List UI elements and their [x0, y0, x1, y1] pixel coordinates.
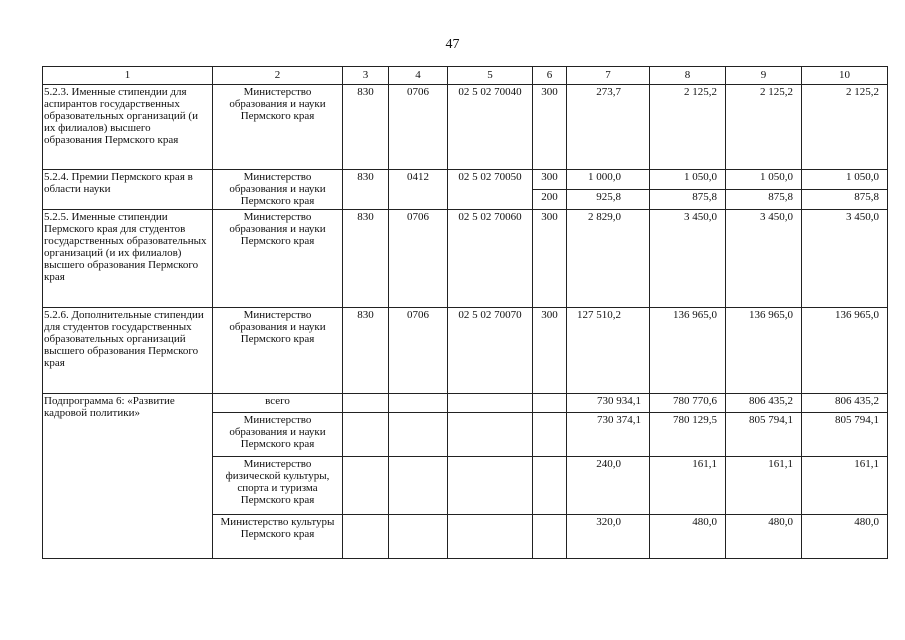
empty-cell: [389, 394, 448, 413]
table-row: [43, 170, 888, 190]
code-cell: 830: [343, 308, 389, 394]
code-cell: 02 5 02 70070: [448, 308, 533, 394]
empty-cell: [389, 457, 448, 515]
organization: Министерство физической культуры, спорта и туризма Пермского края: [213, 457, 343, 515]
value-cell: 480,0: [802, 515, 888, 559]
value-cell: 240,0: [567, 457, 650, 515]
code-cell: 300: [533, 170, 567, 190]
column-header: 9: [726, 67, 802, 85]
value-cell: 1 000,0: [567, 170, 650, 190]
code-cell: 0706: [389, 308, 448, 394]
code-cell: 0706: [389, 85, 448, 170]
page-number: 47: [445, 37, 460, 52]
value-cell: 127 510,2: [567, 308, 650, 394]
column-header: 7: [567, 67, 650, 85]
value-cell: 161,1: [802, 457, 888, 515]
value-cell: 780 770,6: [650, 394, 726, 413]
item-name: 5.2.5. Именные стипендии Пермского края для студентов государственных образовательных организаций (и их филиалов) высшего образования Пермского края: [43, 210, 213, 308]
value-cell: 806 435,2: [726, 394, 802, 413]
organization: Министерство образования и науки Пермского края: [213, 308, 343, 394]
organization: Министерство образования и науки Пермского края: [213, 210, 343, 308]
organization: Министерство образования и науки Пермского края: [213, 85, 343, 170]
code-cell: 02 5 02 70040: [448, 85, 533, 170]
empty-cell: [448, 394, 533, 413]
column-header: 5: [448, 67, 533, 85]
empty-cell: [533, 515, 567, 559]
column-header: 3: [343, 67, 389, 85]
organization: Министерство образования и науки Пермского края: [213, 413, 343, 457]
value-cell: 925,8: [567, 190, 650, 210]
value-cell: 1 050,0: [726, 170, 802, 190]
budget-table: [42, 66, 888, 559]
empty-cell: [343, 394, 389, 413]
value-cell: 136 965,0: [650, 308, 726, 394]
empty-cell: [533, 394, 567, 413]
organization: Министерство образования и науки Пермского края: [213, 170, 343, 210]
value-cell: 480,0: [650, 515, 726, 559]
value-cell: 806 435,2: [802, 394, 888, 413]
item-name: 5.2.6. Дополнительные стипендии для студентов государственных образовательных организаций высшего образования Пермского края: [43, 308, 213, 394]
value-cell: 875,8: [650, 190, 726, 210]
column-number-row: [43, 67, 888, 85]
empty-cell: [343, 413, 389, 457]
empty-cell: [343, 457, 389, 515]
code-cell: 200: [533, 190, 567, 210]
value-cell: 730 934,1: [567, 394, 650, 413]
value-cell: 2 125,2: [650, 85, 726, 170]
value-cell: 2 829,0: [567, 210, 650, 308]
empty-cell: [343, 515, 389, 559]
value-cell: 161,1: [650, 457, 726, 515]
column-header: 6: [533, 67, 567, 85]
table-row: [43, 210, 888, 308]
empty-cell: [448, 457, 533, 515]
empty-cell: [389, 413, 448, 457]
table-row: [43, 308, 888, 394]
column-header: 10: [802, 67, 888, 85]
empty-cell: [533, 457, 567, 515]
code-cell: 830: [343, 210, 389, 308]
code-cell: 830: [343, 170, 389, 210]
column-header: 4: [389, 67, 448, 85]
value-cell: 780 129,5: [650, 413, 726, 457]
table-row: [43, 85, 888, 170]
code-cell: 0412: [389, 170, 448, 210]
code-cell: 300: [533, 210, 567, 308]
empty-cell: [533, 413, 567, 457]
table-row: [43, 394, 888, 413]
value-cell: 480,0: [726, 515, 802, 559]
item-name: 5.2.4. Премии Пермского края в области науки: [43, 170, 213, 210]
column-header: 2: [213, 67, 343, 85]
value-cell: 3 450,0: [650, 210, 726, 308]
value-cell: 1 050,0: [650, 170, 726, 190]
code-cell: 0706: [389, 210, 448, 308]
value-cell: 3 450,0: [726, 210, 802, 308]
item-name: 5.2.3. Именные стипендии для аспирантов государственных образовательных организаций (и их филиалов) высшего образования Пермского края: [43, 85, 213, 170]
code-cell: 300: [533, 85, 567, 170]
value-cell: 875,8: [726, 190, 802, 210]
column-header: 1: [43, 67, 213, 85]
value-cell: 320,0: [567, 515, 650, 559]
empty-cell: [448, 515, 533, 559]
value-cell: 2 125,2: [726, 85, 802, 170]
organization: Министерство культуры Пермского края: [213, 515, 343, 559]
value-cell: 805 794,1: [726, 413, 802, 457]
code-cell: 830: [343, 85, 389, 170]
subprogram-name: Подпрограмма 6: «Развитие кадровой политики»: [43, 394, 213, 559]
organization: всего: [213, 394, 343, 413]
value-cell: 161,1: [726, 457, 802, 515]
value-cell: 875,8: [802, 190, 888, 210]
empty-cell: [389, 515, 448, 559]
code-cell: 02 5 02 70060: [448, 210, 533, 308]
value-cell: 273,7: [567, 85, 650, 170]
column-header: 8: [650, 67, 726, 85]
value-cell: 1 050,0: [802, 170, 888, 190]
value-cell: 2 125,2: [802, 85, 888, 170]
value-cell: 136 965,0: [802, 308, 888, 394]
code-cell: 300: [533, 308, 567, 394]
code-cell: 02 5 02 70050: [448, 170, 533, 210]
empty-cell: [448, 413, 533, 457]
value-cell: 3 450,0: [802, 210, 888, 308]
value-cell: 730 374,1: [567, 413, 650, 457]
value-cell: 136 965,0: [726, 308, 802, 394]
value-cell: 805 794,1: [802, 413, 888, 457]
